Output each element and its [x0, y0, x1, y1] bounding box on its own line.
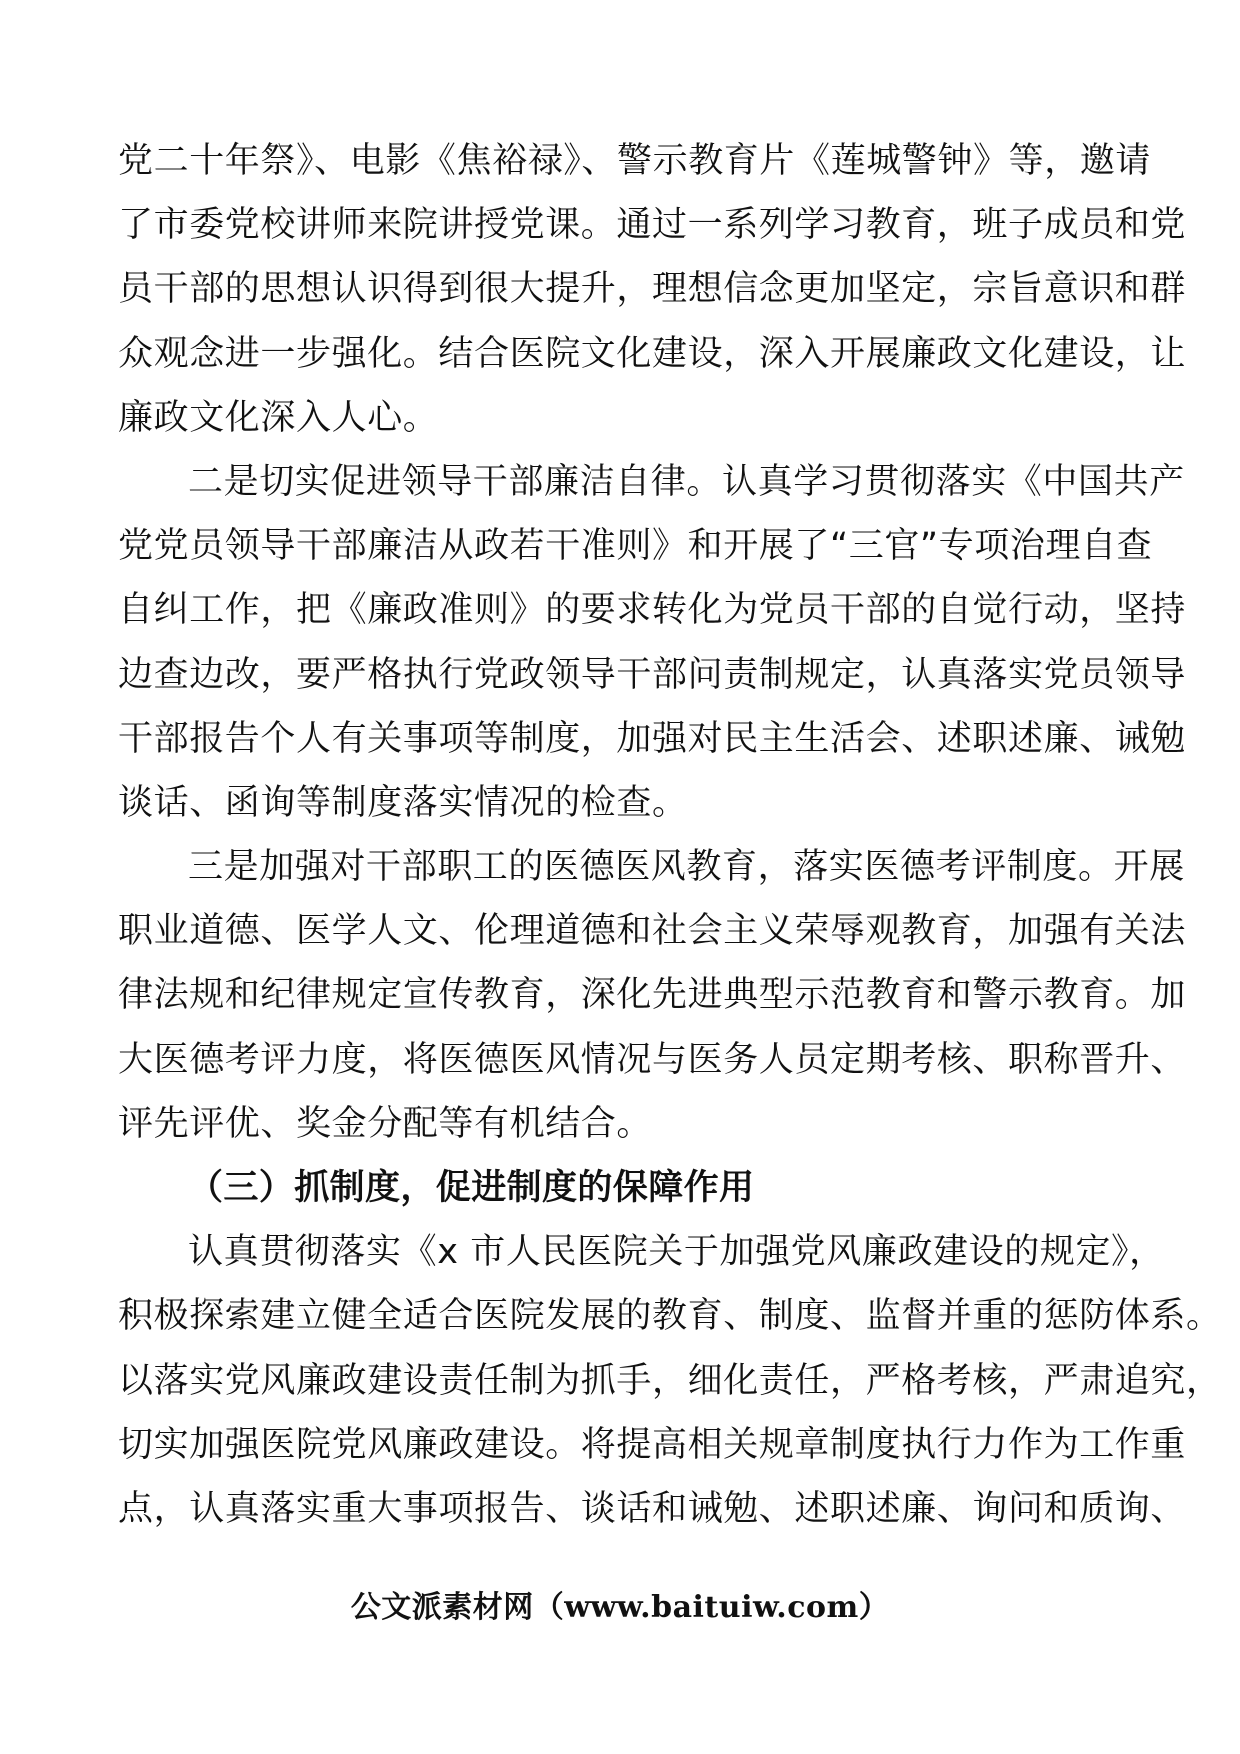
text-line: 评先评优、奖金分配等有机结合。: [118, 1103, 653, 1144]
text-line: 了市委党校讲师来院讲授党课。通过一系列学习教育，班子成员和党: [118, 205, 1187, 246]
text-line: 律法规和纪律规定宣传教育，深化先进典型示范教育和警示教育。加: [118, 975, 1187, 1016]
paragraph-start-line: 三是加强对干部职工的医德医风教育，落实医德考评制度。开展: [188, 847, 1185, 888]
text-line: 众观念进一步强化。结合医院文化建设，深入开展廉政文化建设，让: [118, 333, 1187, 374]
text-line: 点，认真落实重大事项报告、谈话和诫勉、述职述廉、询问和质询、: [118, 1488, 1187, 1529]
text-line: 谈话、函询等制度落实情况的检查。: [118, 782, 688, 823]
document-body: [118, 129, 1222, 1541]
text-line: 党二十年祭》、电影《焦裕禄》、警示教育片《莲城警钟》等，邀请: [118, 141, 1152, 181]
text-line: 边查边改，要严格执行党政领导干部问责制规定，认真落实党员领导: [118, 654, 1187, 695]
text-line: 职业道德、医学人文、伦理道德和社会主义荣辱观教育，加强有关法: [118, 911, 1187, 952]
text-line: 以落实党风廉政建设责任制为抓手，细化责任，严格考核，严肃追究，: [118, 1360, 1222, 1401]
text-line: 自纠工作，把《廉政准则》的要求转化为党员干部的自觉行动，坚持: [118, 590, 1187, 631]
text-line: 员干部的思想认识得到很大提升，理想信念更加坚定，宗旨意识和群: [118, 269, 1187, 310]
text-line: 党党员领导干部廉洁从政若干准则》和开展了“三官”专项治理自查: [118, 526, 1153, 567]
footer-watermark: 公文派素材网（www.baituiw.com）: [350, 1590, 890, 1625]
paragraph-start-line: 认真贯彻落实《x 市人民医院关于加强党风廉政建设的规定》，: [188, 1232, 1165, 1273]
text-line: 廉政文化深入人心。: [118, 397, 439, 438]
text-line: 积极探索建立健全适合医院发展的教育、制度、监督并重的惩防体系。: [118, 1296, 1222, 1337]
text-line: 大医德考评力度，将医德医风情况与医务人员定期考核、职称晋升、: [118, 1039, 1187, 1080]
paragraph-start-line: 二是切实促进领导干部廉洁自律。认真学习贯彻落实《中国共产: [188, 461, 1185, 502]
text-line: 干部报告个人有关事项等制度，加强对民主生活会、述职述廉、诫勉: [118, 718, 1187, 759]
section-heading: （三）抓制度，促进制度的保障作用: [188, 1168, 755, 1208]
text-line: 切实加强医院党风廉政建设。将提高相关规章制度执行力作为工作重: [118, 1424, 1187, 1465]
